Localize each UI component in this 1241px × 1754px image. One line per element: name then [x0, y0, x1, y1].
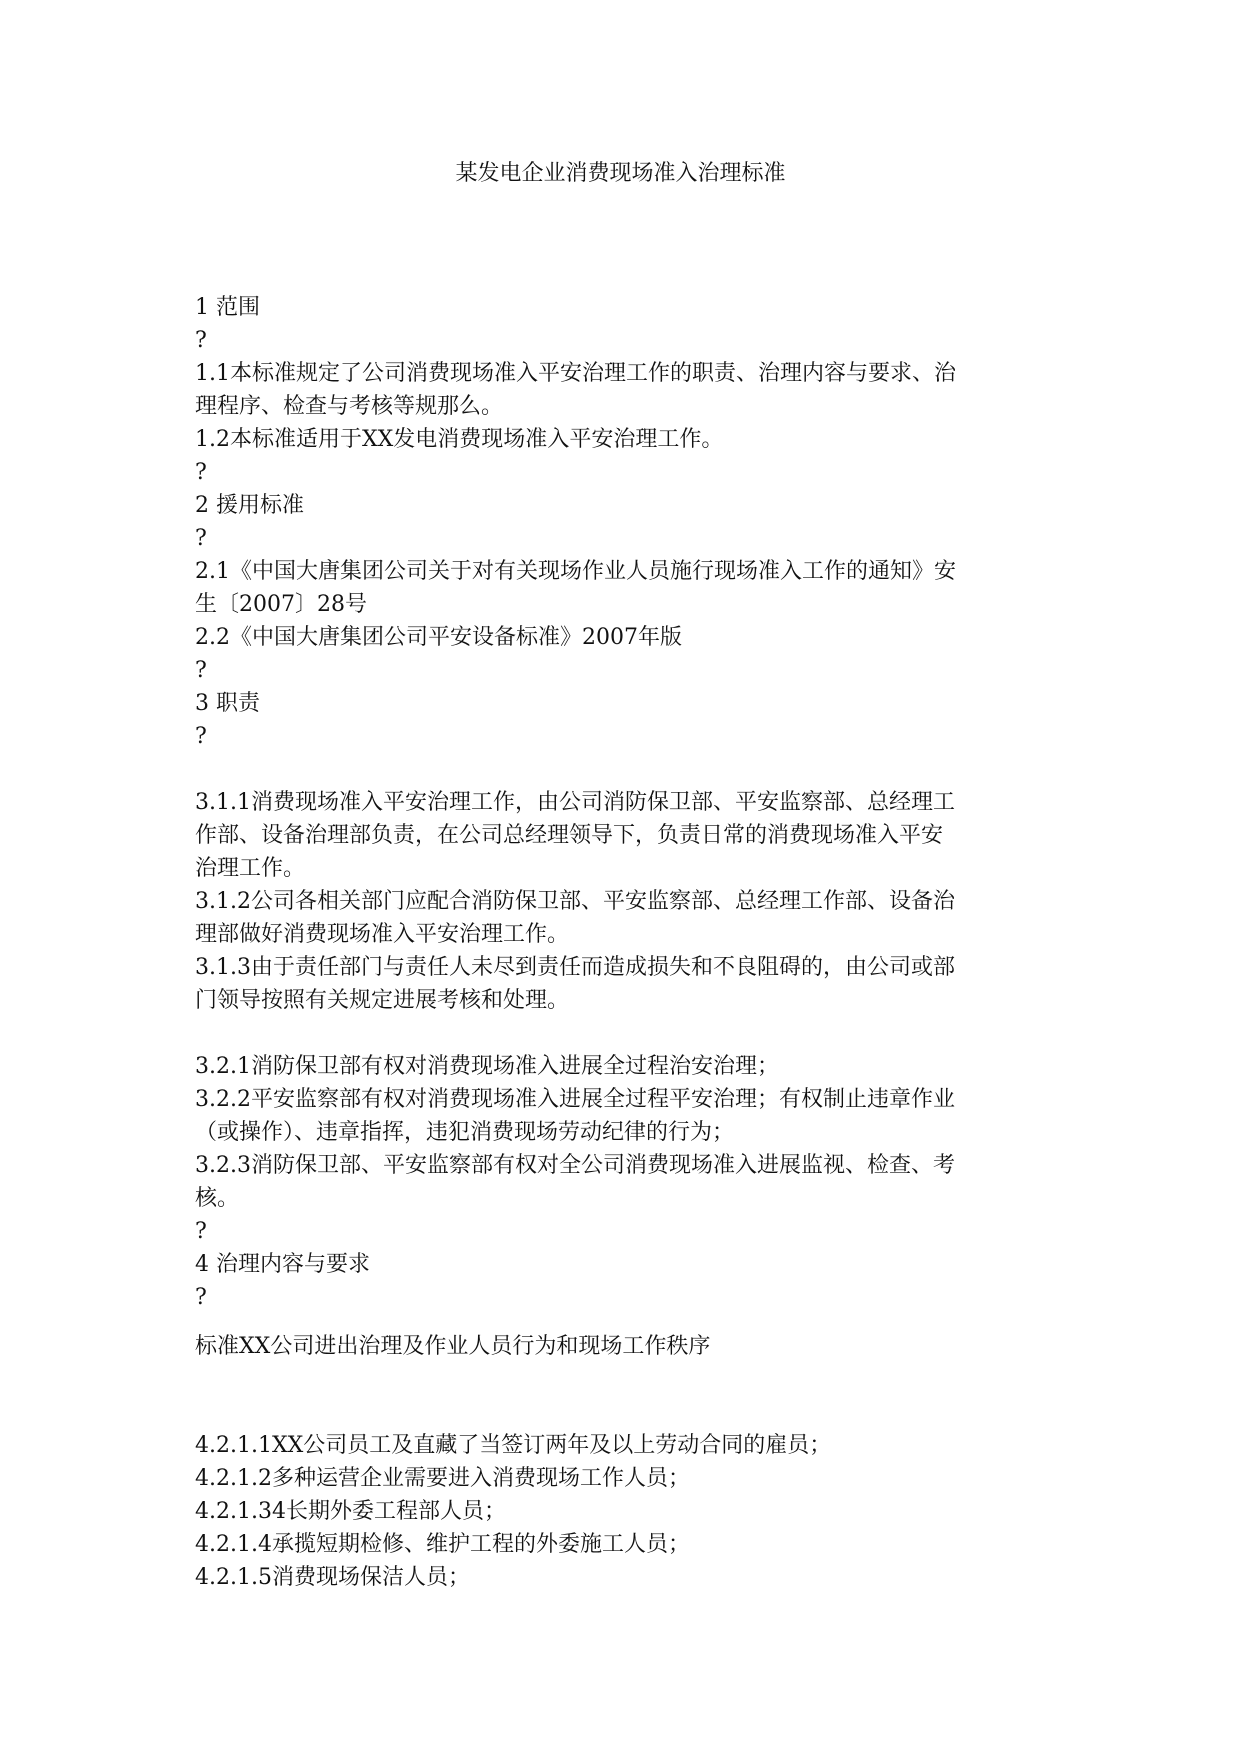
placeholder-mark: ?	[195, 328, 207, 353]
placeholder-mark: ?	[195, 1285, 207, 1310]
blank-line	[195, 753, 1055, 786]
placeholder-mark: ?	[195, 460, 207, 485]
placeholder-mark: ?	[195, 1219, 207, 1244]
paragraph-line: 2.2《中国大唐集团公司平安设备标准》2007年版	[195, 625, 682, 650]
paragraph-line: 3.1.1消费现场准入平安治理工作，由公司消防保卫部、平安监察部、总经理工	[195, 790, 955, 815]
paragraph-line: （或操作）、违章指挥，违犯消费现场劳动纪律的行为；	[195, 1120, 735, 1145]
section-heading: 4 治理内容与要求	[195, 1252, 370, 1277]
paragraph-line: 理部做好消费现场准入平安治理工作。	[195, 922, 570, 947]
list-item: 4.2.1.5消费现场保洁人员；	[195, 1565, 470, 1590]
list-item: 4.2.1.4承揽短期检修、维护工程的外委施工人员；	[195, 1532, 690, 1557]
paragraph-line: 标准XX公司进出治理及作业人员行为和现场工作秩序	[195, 1334, 711, 1359]
paragraph-line: 3.1.3由于责任部门与责任人未尽到责任而造成损失和不良阻碍的，由公司或部	[195, 955, 955, 980]
paragraph-line: 1.2本标准适用于XX发电消费现场准入平安治理工作。	[195, 427, 724, 452]
list-item: 4.2.1.1XX公司员工及直藏了当签订两年及以上劳动合同的雇员；	[195, 1433, 832, 1458]
blank-line	[195, 1017, 1055, 1050]
list-item: 4.2.1.2多种运营企业需要进入消费现场工作人员；	[195, 1466, 690, 1491]
blank-line	[195, 1314, 1055, 1330]
placeholder-mark: ?	[195, 658, 207, 683]
section-heading: 2 援用标准	[195, 493, 304, 518]
section-heading: 1 范围	[195, 295, 260, 320]
document-title: 某发电企业消费现场准入治理标准	[455, 161, 786, 186]
blank-line	[195, 1363, 1055, 1396]
paragraph-line: 生〔2007〕28号	[195, 592, 367, 617]
section-heading: 3 职责	[195, 691, 260, 716]
paragraph-line: 理程序、检查与考核等规那么。	[195, 394, 504, 419]
paragraph-line: 门领导按照有关规定进展考核和处理。	[195, 988, 570, 1013]
placeholder-mark: ?	[195, 526, 207, 551]
paragraph-line: 3.2.2平安监察部有权对消费现场准入进展全过程平安治理；有权制止违章作业	[195, 1087, 955, 1112]
paragraph-line: 作部、设备治理部负责，在公司总经理领导下，负责日常的消费现场准入平安	[195, 823, 944, 848]
paragraph-line: 3.1.2公司各相关部门应配合消防保卫部、平安监察部、总经理工作部、设备治	[195, 889, 955, 914]
paragraph-line: 2.1《中国大唐集团公司关于对有关现场作业人员施行现场准入工作的通知》安	[195, 559, 956, 584]
placeholder-mark: ?	[195, 724, 207, 749]
paragraph-line: 3.2.3消防保卫部、平安监察部有权对全公司消费现场准入进展监视、检查、考	[195, 1153, 955, 1178]
list-item: 4.2.1.34长期外委工程部人员；	[195, 1499, 506, 1524]
document-body	[195, 291, 1055, 1594]
blank-line	[195, 1396, 1055, 1429]
paragraph-line: 1.1本标准规定了公司消费现场准入平安治理工作的职责、治理内容与要求、治	[195, 361, 956, 386]
paragraph-line: 核。	[195, 1186, 240, 1211]
paragraph-line: 治理工作。	[195, 856, 306, 881]
paragraph-line: 3.2.1消防保卫部有权对消费现场准入进展全过程治安治理；	[195, 1054, 779, 1079]
